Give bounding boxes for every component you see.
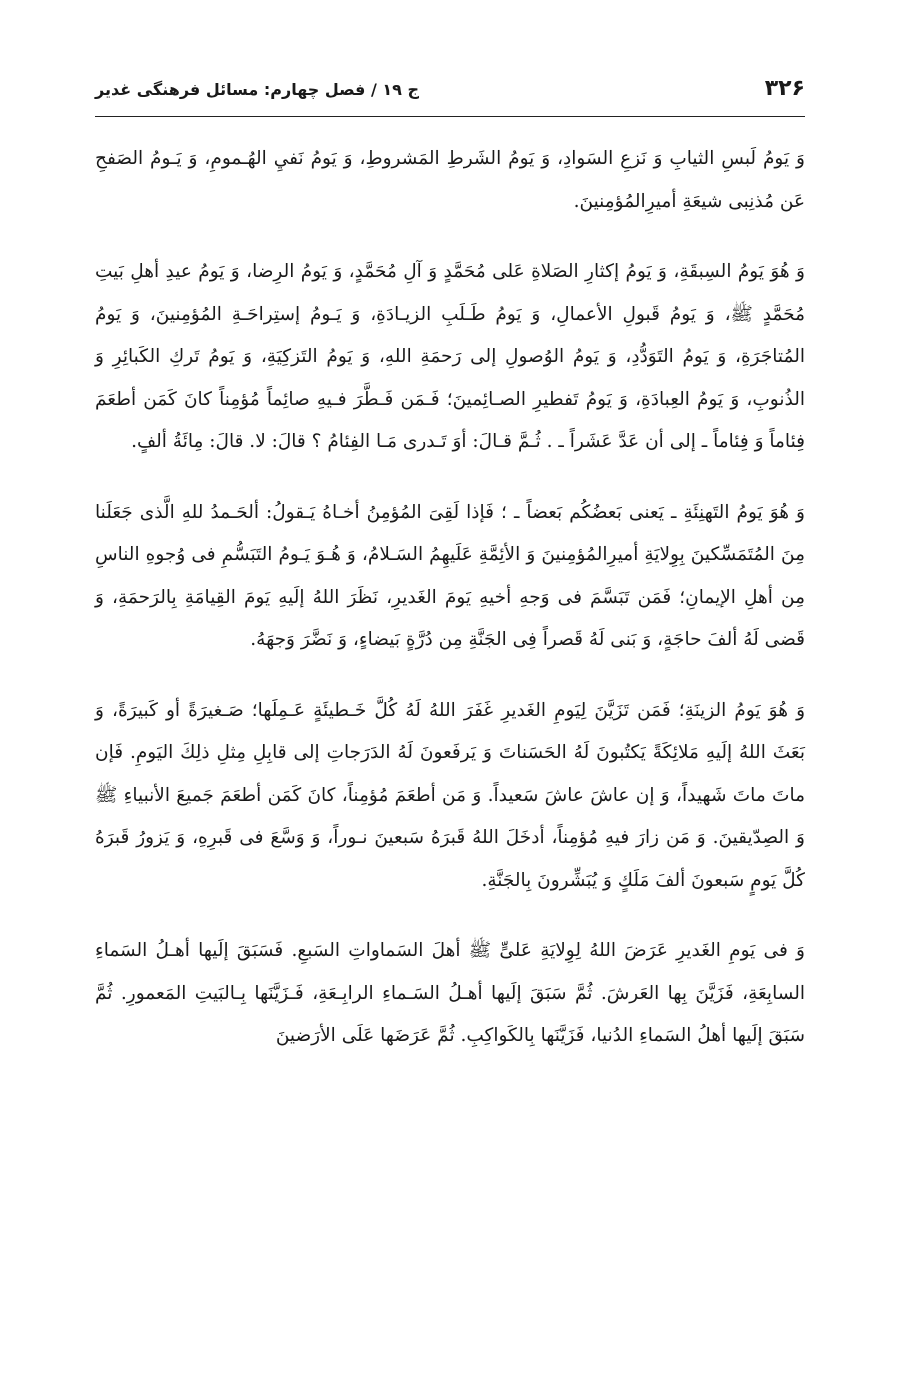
header-rule [95,116,805,117]
paragraph-1: وَ يَومُ لَبسِ الثيابِ وَ نَزعِ السَوادِ، وَ يَومُ الشَرطِ المَشروطِ، وَ يَومُ نَفيِ الهُـمومِ، وَ يَـومُ الصَفحِ عَن مُذنِبى شيعَةِ أميرِالمُؤمِنينَ. [95,148,805,212]
running-head: ج ۱۹ / فصل چهارم: مسائل فرهنگی غدیر [95,80,420,99]
page-header [95,70,805,110]
paragraph-3: وَ هُوَ يَومُ التَهنِئَةِ ـ يَعنى بَعضُكُم بَعضاً ـ ؛ فَإذا لَقِىَ المُؤمِنُ أخـاهُ يَـقولُ: ألحَـمدُ للهِ الَّذى جَعَلَنا مِنَ المُتَمَسِّكينَ بِوِلايَةِ أميرِالمُؤمِنينَ وَ الأئِمَّةِ عَلَيهِمُ السَـلامُ، وَ هُـوَ يَـومُ التَبَسُّمِ فى وُجوهِ الناسِ مِن أهلِ الإيمانِ؛ فَمَن تَبَسَّمَ فى وَجهِ أخيهِ يَومَ الغَديرِ، نَظَرَ اللهُ إلَيهِ يَومَ القِيامَةِ بِالرَحمَةِ، وَ قَضى لَهُ ألفَ حاجَةٍ، وَ بَنى لَهُ قَصراً فِى الجَنَّةِ مِن دُرَّةٍ بَيضاءٍ، وَ نَضَّرَ وَجهَهُ. [95,501,805,650]
page-number: ۳۲۶ [764,76,805,101]
body-text [95,138,805,1086]
paragraph-4: وَ هُوَ يَومُ الزينَةِ؛ فَمَن تَزَيَّنَ لِيَومِ الغَديرِ غَفَرَ اللهُ لَهُ كُلَّ خَـطيئَةٍ عَـمِلَها؛ صَـغيرَةً أو كَبيرَةً، وَ بَعَثَ اللهُ إلَيهِ مَلائِكَةً يَكتُبونَ لَهُ الحَسَناتَ وَ يَرفَعونَ لَهُ الدَرَجاتِ إلى قابِلِ مِثلِ ذلِكَ اليَومِ. فَإن ماتَ ماتَ شَهيداً، وَ إن عاشَ عاشَ سَعيداً. وَ مَن أطعَمَ مُؤمِناً، كانَ كَمَن أطعَمَ جَميعَ الأنبياءِ ﷺ وَ الصِدّيقينَ. وَ مَن زارَ فيهِ مُؤمِناً، أدخَلَ اللهُ قَبرَهُ سَبعينَ نـوراً، وَ وَسَّعَ فى قَبرِهِ، وَ يَزورُ قَبرَهُ كُلَّ يَومٍ سَبعونَ ألفَ مَلَكٍ وَ يُبَشِّرونَ بِالجَنَّةِ. [95,699,805,891]
paragraph-2: وَ هُوَ يَومُ السِبقَةِ، وَ يَومُ إكثارِ الصَلاةِ عَلى مُحَمَّدٍ وَ آلِ مُحَمَّدٍ، وَ يَومُ الرِضا، وَ يَومُ عيدِ أهلِ بَيتِ مُحَمَّدٍ ﷺ، وَ يَومُ قَبولِ الأعمالِ، وَ يَومُ طَـلَبِ الزيـادَةِ، وَ يَـومُ إستِراحَـةِ المُؤمِنينَ، وَ يَومُ المُتاجَرَةِ، وَ يَومُ التَوَدُّدِ، وَ يَومُ الوُصولِ إلى رَحمَةِ اللهِ، وَ يَومُ التَزكِيَةِ، وَ يَومُ تَركِ الكَبائِرِ وَ الذُنوبِ، وَ يَومُ العِبادَةِ، وَ يَومُ تَفطيرِ الصـائِمينَ؛ فَـمَن فَـطَّرَ فـيهِ صائِماً مُؤمِناً كانَ كَمَن أطعَمَ فِئاماً وَ فِئاماً ـ إلى أن عَدَّ عَشَراً ـ . ثُـمَّ قـالَ: أوَ تَـدرى مَـا الفِئامُ ؟ قالَ: لا. قالَ: مِائَةُ ألفٍ. [95,261,805,452]
paragraph-5: وَ فى يَومِ الغَديرِ عَرَضَ اللهُ لِوِلايَةِ عَلىٍّ ﷺ أهلَ السَماواتِ السَبعِ. فَسَبَقَ إلَيها أهـلُ السَماءِ السابِعَةِ، فَزَيَّنَ بِها العَرشَ. ثُمَّ سَبَقَ إلَيها أهـلُ السَـماءِ الرابِـعَةِ، فَـزَيَّنَها بِـالبَيتِ المَعمورِ. ثُمَّ سَبَقَ إلَيها أهلُ السَماءِ الدُنيا، فَزَيَّنَها بِالكَواكِبِ. ثُمَّ عَرَضَها عَلَى الأرَضينَ [95,940,805,1046]
